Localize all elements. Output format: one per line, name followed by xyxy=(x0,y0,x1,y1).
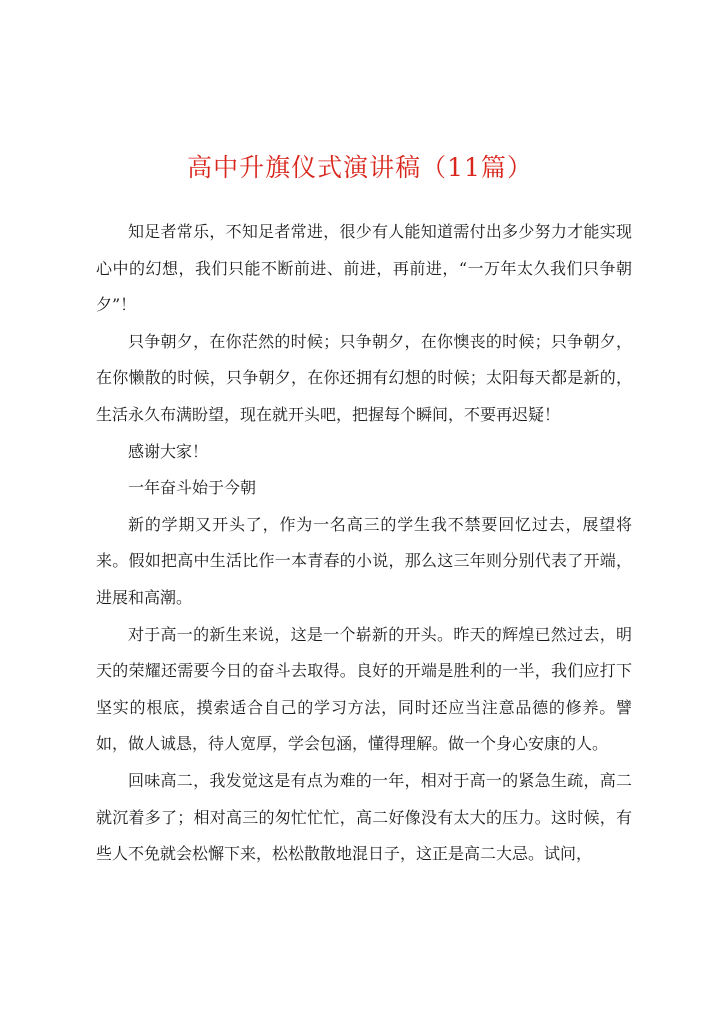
document-title: 高中升旗仪式演讲稿（11篇） xyxy=(187,153,533,182)
paragraph: 新的学期又开头了，作为一名高三的学生我不禁要回忆过去，展望将来。假如把高中生活比作一本青春的小说，那么这三年则分别代表了开端，进展和高潮。 xyxy=(96,514,632,607)
paragraph: 对于高一的新生来说，这是一个崭新的开头。昨天的辉煌已然过去，明天的荣耀还需要今日的奋斗去取得。良好的开端是胜利的一半，我们应打下坚实的根底，摸索适合自己的学习方法，同时还应当注意品德的修养。譬如，做人诚恳，待人宽厚，学会包涵，懂得理解。做一个身心安康的人。 xyxy=(96,624,632,754)
section-heading: 一年奋斗始于今朝 xyxy=(128,478,257,498)
paragraph: 知足者常乐，不知足者常进，很少有人能知道需付出多少努力才能实现心中的幻想，我们只能不断前进、前进，再前进，“一万年太久我们只争朝夕”！ xyxy=(96,222,632,315)
paragraph: 感谢大家！ xyxy=(128,441,209,461)
paragraph: 只争朝夕，在你茫然的时候；只争朝夕，在你懊丧的时候；只争朝夕，在你懒散的时候，只争朝夕，在你还拥有幻想的时候；太阳每天都是新的，生活永久布满盼望，现在就开头吧，把握每个瞬间，不要再迟疑！ xyxy=(96,331,632,424)
document-body xyxy=(96,214,632,873)
paragraph: 回味高二，我发觉这是有点为难的一年，相对于高一的紧急生疏，高二就沉着多了；相对高三的匆忙忙忙，高二好像没有太大的压力。这时候，有些人不免就会松懈下来，松松散散地混日子，这正是高二大忌。试问， xyxy=(96,770,632,864)
